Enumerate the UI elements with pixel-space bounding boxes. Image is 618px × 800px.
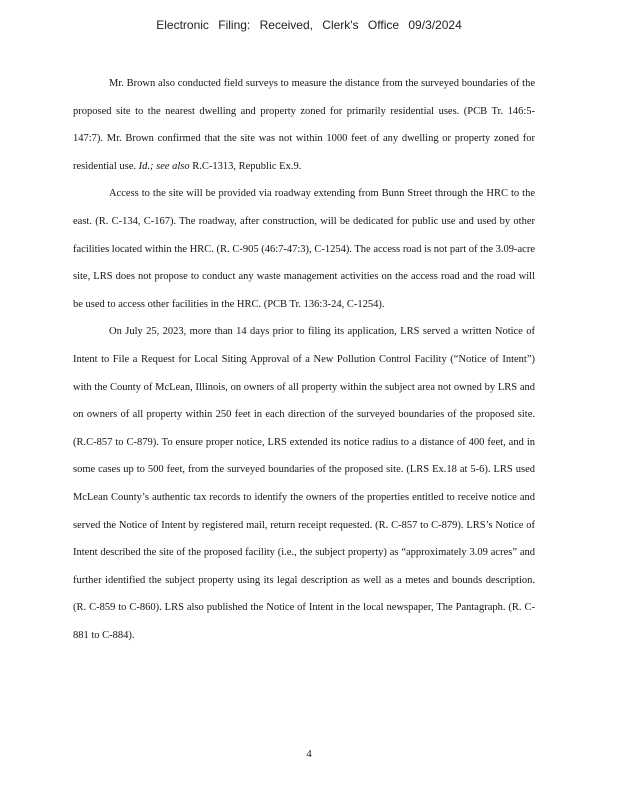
citation-signal: Id.; see also <box>138 160 190 172</box>
paragraph-notice-of-intent <box>73 318 535 649</box>
paragraph-access-road <box>73 180 535 318</box>
paragraph-text: Access to the site will be provided via roadway extending from Bunn Street through the HRC to the east. (R. C-134, C-167). The roadway, after construction, will be dedicated for public use and used by other facilities located within the HRC. (R. C-905 (46:7-47:3), C-1254). The access road is not part of the 3.09-acre site, LRS does not propose to conduct any waste management activities on the access road and the road will be used to access other facilities in the HRC. (PCB Tr. 136:3-24, C-1254). <box>73 188 535 310</box>
paragraph-surveys <box>73 70 535 180</box>
document-body <box>73 70 535 649</box>
page-number: 4 <box>306 748 312 760</box>
paragraph-text: Mr. Brown also conducted field surveys to measure the distance from the surveyed boundaries of the proposed site to the nearest dwelling and property zoned for primarily residential uses. (PCB Tr. 146:5-147:7). Mr. Brown confirmed that the site was not within 1000 feet of any dwelling or property zoned for residential use. <box>73 78 535 172</box>
paragraph-text: On July 25, 2023, more than 14 days prior to filing its application, LRS served a written Notice of Intent to File a Request for Local Siting Approval of a New Pollution Control Facility (“Notice of Intent”) with the County of McLean, Illinois, on owners of all property within the subject area not owned by LRS and on owners of all property within 250 feet in each direction of the surveyed boundaries of the proposed site. (R.C-857 to C-879). To ensure proper notice, LRS extended its notice radius to a distance of 400 feet, and in some cases up to 500 feet, from the surveyed boundaries of the proposed site. (LRS Ex.18 at 5-6). LRS used McLean County’s authentic tax records to identify the owners of the properties entitled to receive notice and served the Notice of Intent by registered mail, return receipt requested. (R. C-857 to C-879). LRS’s Notice of Intent described the site of the proposed facility (i.e., the subject property) as “approximately 3.09 acres” and further identified the subject property using its legal description as well as a metes and bounds description. (R. C-859 to C-860). LRS also published the Notice of Intent in the local newspaper, The Pantagraph. (R. C-881 to C-884). <box>73 326 535 641</box>
paragraph-text-tail: R.C-1313, Republic Ex.9. <box>189 160 302 172</box>
filing-stamp-header: Electronic Filing: Received, Clerk's Office 09/3/2024 <box>156 18 462 32</box>
